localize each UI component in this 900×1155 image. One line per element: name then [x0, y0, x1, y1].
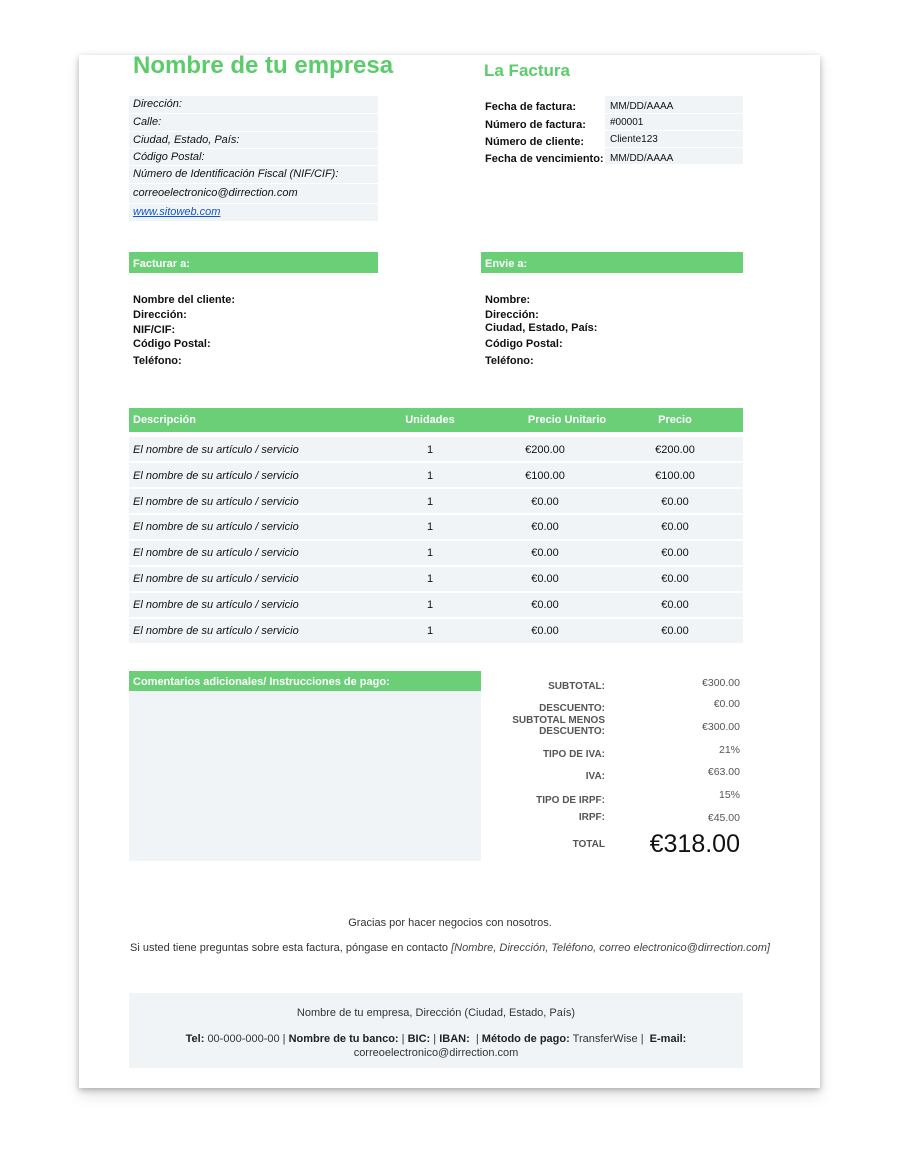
vat-rate-value: 21%: [718, 744, 740, 756]
total-value: €318.00: [649, 830, 740, 858]
column-header-price: Precio: [658, 414, 692, 426]
item-description: El nombre de su artículo / servicio: [133, 470, 299, 482]
row-divider: [605, 113, 743, 114]
invoice-date-label: Fecha de factura:: [485, 101, 577, 113]
row-divider: [129, 183, 378, 184]
item-price: €0.00: [661, 599, 689, 611]
row-divider: [129, 131, 378, 132]
item-unit-price: €200.00: [525, 444, 565, 456]
item-price: €0.00: [661, 547, 689, 559]
invoice-number-label: Número de factura:: [485, 119, 586, 131]
ship-to-line: Teléfono:: [485, 355, 534, 367]
sender-website-link[interactable]: www.sitoweb.com: [133, 206, 221, 218]
item-price: €0.00: [661, 521, 689, 533]
item-units: 1: [426, 496, 434, 508]
subtotal-label: SUBTOTAL:: [548, 681, 605, 692]
invoice-date-value: MM/DD/AAAA: [610, 101, 674, 112]
item-description: El nombre de su artículo / servicio: [133, 599, 299, 611]
irpf-rate-label: TIPO DE IRPF:: [536, 795, 605, 806]
row-divider: [605, 147, 743, 148]
item-units: 1: [426, 444, 434, 456]
invoice-title: La Factura: [484, 61, 570, 80]
footer-email-label: E-mail:: [649, 1033, 687, 1045]
row-divider: [129, 113, 378, 114]
footer-bank-label: Nombre de tu banco:: [288, 1033, 399, 1045]
subtotal-less-discount-label-2: DESCUENTO:: [539, 726, 605, 737]
item-price: €200.00: [655, 444, 695, 456]
ship-to-heading: Envie a:: [485, 258, 528, 270]
vat-label: IVA:: [585, 771, 605, 782]
item-price: €0.00: [661, 573, 689, 585]
sender-email: correoelectronico@dirrection.com: [133, 187, 298, 199]
item-units: 1: [426, 470, 434, 482]
item-description: El nombre de su artículo / servicio: [133, 573, 299, 585]
contact-note-details: [Nombre, Dirección, Teléfono, correo electronico@dirrection.com]: [451, 942, 770, 954]
bill-to-line: Dirección:: [133, 309, 187, 321]
row-divider: [605, 130, 743, 131]
footer-email-value: correoelectronico@dirrection.com: [353, 1047, 519, 1059]
client-number-label: Número de cliente:: [485, 136, 585, 148]
item-units: 1: [426, 625, 434, 637]
discount-value: €0.00: [713, 698, 740, 710]
row-divider: [129, 148, 378, 149]
footer-payment-value: TransferWise: [572, 1033, 638, 1045]
item-description: El nombre de su artículo / servicio: [133, 444, 299, 456]
column-header-unit-price: Precio Unitario: [527, 414, 607, 426]
footer-details: Tel: 00-000-000-00 | Nombre de tu banco: | BIC: | IBAN: | Método de pago: TransferWise | E-mail: correoelectronico@dirrection.com: [185, 1033, 687, 1059]
item-unit-price: €0.00: [531, 521, 559, 533]
item-description: El nombre de su artículo / servicio: [133, 496, 299, 508]
item-unit-price: €0.00: [531, 573, 559, 585]
irpf-label: IRPF:: [578, 812, 605, 823]
contact-note: [0, 942, 900, 954]
column-header-description: Descripción: [133, 414, 196, 426]
bill-to-line: Código Postal:: [133, 338, 211, 350]
item-unit-price: €100.00: [525, 470, 565, 482]
irpf-rate-value: 15%: [718, 789, 740, 801]
discount-label: DESCUENTO:: [539, 703, 605, 714]
column-header-units: Unidades: [405, 414, 455, 426]
irpf-value: €45.00: [707, 812, 740, 824]
sender-nif: Número de Identificación Fiscal (NIF/CIF):: [133, 168, 339, 180]
sender-ciudad: Ciudad, Estado, País:: [133, 134, 240, 146]
bill-to-heading: Facturar a:: [133, 258, 190, 270]
comments-heading: Comentarios adicionales/ Instrucciones de pago:: [133, 676, 390, 688]
ship-to-line: Ciudad, Estado, País:: [485, 322, 598, 334]
company-name: Nombre de tu empresa: [133, 52, 394, 79]
item-price: €0.00: [661, 625, 689, 637]
total-label: TOTAL: [572, 839, 605, 850]
item-description: El nombre de su artículo / servicio: [133, 547, 299, 559]
due-date-value: MM/DD/AAAA: [610, 153, 674, 164]
item-units: 1: [426, 547, 434, 559]
sender-direccion: Dirección:: [133, 98, 182, 110]
thank-you-note: Gracias por hacer negocios con nosotros.: [348, 917, 552, 929]
row-divider: [129, 165, 378, 166]
ship-to-line: Nombre:: [485, 294, 531, 306]
footer-tel-label: Tel:: [185, 1033, 205, 1045]
bill-to-line: NIF/CIF:: [133, 324, 176, 336]
item-description: El nombre de su artículo / servicio: [133, 521, 299, 533]
client-number-value: Cliente123: [610, 134, 658, 145]
item-unit-price: €0.00: [531, 625, 559, 637]
footer-address: Nombre de tu empresa, Dirección (Ciudad, Estado, País): [296, 1007, 576, 1019]
item-unit-price: €0.00: [531, 599, 559, 611]
sender-calle: Calle:: [133, 116, 162, 128]
footer-tel-value: 00-000-000-00: [207, 1033, 280, 1045]
subtotal-value: €300.00: [702, 677, 740, 689]
item-unit-price: €0.00: [531, 547, 559, 559]
item-units: 1: [426, 573, 434, 585]
footer-iban-label: IBAN:: [439, 1033, 470, 1045]
subtotal-less-discount-value: €300.00: [702, 721, 740, 733]
vat-rate-label: TIPO DE IVA:: [542, 749, 605, 760]
comments-textarea[interactable]: [129, 691, 481, 861]
item-price: €0.00: [661, 496, 689, 508]
bill-to-line: Nombre del cliente:: [133, 294, 236, 306]
vat-value: €63.00: [707, 766, 740, 778]
footer-bic-label: BIC:: [407, 1033, 431, 1045]
item-unit-price: €0.00: [531, 496, 559, 508]
footer-payment-label: Método de pago:: [481, 1033, 570, 1045]
item-units: 1: [426, 599, 434, 611]
invoice-number-value: #00001: [610, 117, 644, 128]
item-description: El nombre de su artículo / servicio: [133, 625, 299, 637]
item-units: 1: [426, 521, 434, 533]
item-price: €100.00: [655, 470, 695, 482]
row-divider: [129, 203, 378, 204]
due-date-label: Fecha de vencimiento:: [485, 153, 604, 165]
contact-note-prefix: Si usted tiene preguntas sobre esta factura, póngase en contacto: [130, 942, 449, 954]
subtotal-less-discount-label-1: SUBTOTAL MENOS: [512, 715, 605, 726]
sender-codigo-postal: Código Postal:: [133, 151, 205, 163]
bill-to-line: Teléfono:: [133, 355, 182, 367]
ship-to-line: Dirección:: [485, 309, 539, 321]
ship-to-line: Código Postal:: [485, 338, 563, 350]
